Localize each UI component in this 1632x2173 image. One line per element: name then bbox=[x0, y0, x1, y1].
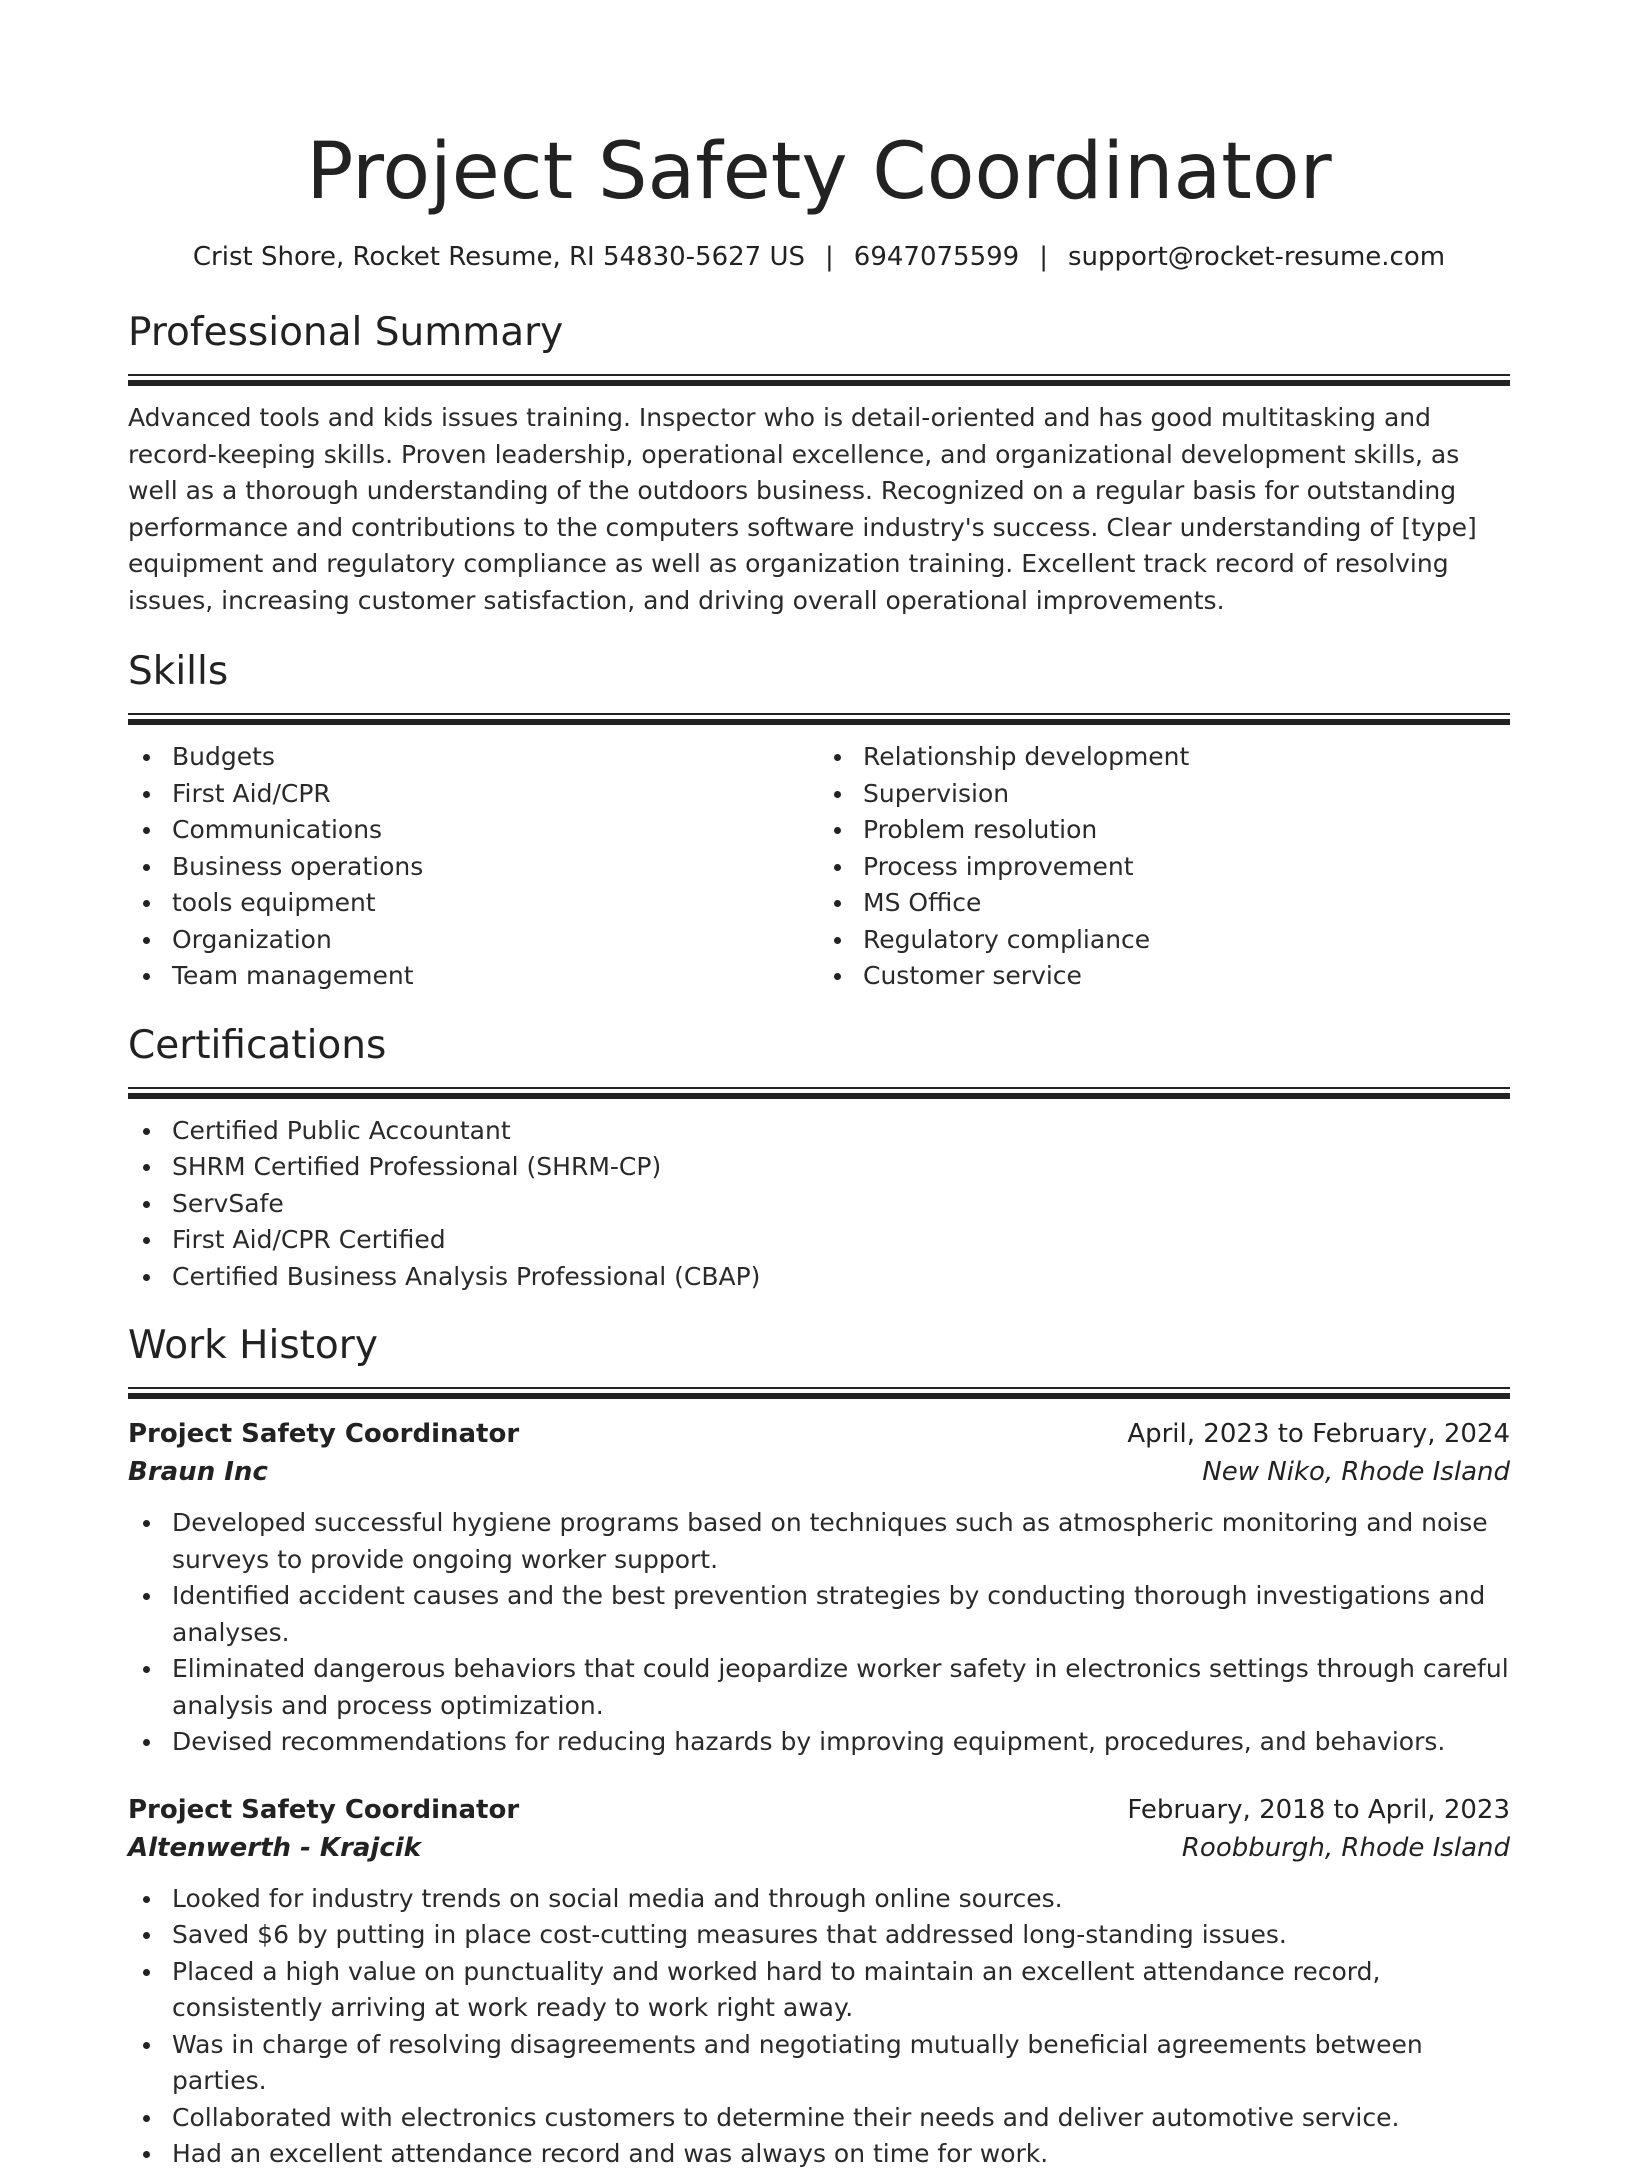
contact-separator: | bbox=[1039, 242, 1048, 272]
contact-address: Crist Shore, Rocket Resume, RI 54830-5627 US bbox=[192, 242, 806, 272]
job-bullet: Had an excellent attendance record and was always on time for work. bbox=[128, 2136, 1510, 2173]
job-company: Braun Inc bbox=[128, 1457, 268, 1487]
work-history-heading: Work History bbox=[128, 1323, 378, 1368]
job-header bbox=[128, 1415, 1510, 1453]
skill-item: tools equipment bbox=[128, 885, 819, 922]
job-company: Altenwerth - Krajcik bbox=[128, 1832, 421, 1863]
skills-list-left bbox=[128, 739, 819, 995]
contact-separator: | bbox=[825, 242, 834, 272]
job-bullet: Was in charge of resolving disagreements and negotiating mutually beneficial agreements between parties. bbox=[128, 2027, 1510, 2100]
section-divider bbox=[128, 1087, 1510, 1099]
skills-heading: Skills bbox=[128, 649, 229, 694]
job-bullet-list bbox=[128, 1505, 1510, 1761]
resume-name: Project Safety Coordinator bbox=[306, 127, 1332, 217]
job-subheader bbox=[128, 1829, 1510, 1867]
summary-text: Advanced tools and kids issues training. Inspector who is detail-oriented and has good multitasking and record-keeping skills. Proven leadership, operational excellence, and organizational development skills, as well as a thorough understanding of the outdoors business. Recognized on a regular basis for outstanding performance and contributions to the computers software industry's success. Clear understanding of [type] equipment and regulatory compliance as well as organization training. Excellent track record of resolving issues, increasing customer satisfaction, and driving overall operational improvements. bbox=[128, 403, 1477, 615]
job-bullet: Saved $6 by putting in place cost-cutting measures that addressed long-standing issues. bbox=[128, 1917, 1510, 1954]
job-dates: April, 2023 to February, 2024 bbox=[1127, 1419, 1510, 1449]
work-history-section bbox=[128, 1321, 1510, 2173]
certification-item: Certified Public Accountant bbox=[128, 1113, 1510, 1150]
job-bullet: Placed a high value on punctuality and worked hard to maintain an excellent attendance record, consistently arriving at work ready to work right away. bbox=[128, 1954, 1510, 2027]
skill-item: Communications bbox=[128, 812, 819, 849]
section-divider bbox=[128, 374, 1510, 386]
certifications-list bbox=[128, 1113, 1510, 1296]
job-dates: February, 2018 to April, 2023 bbox=[1127, 1794, 1510, 1825]
skill-item: Relationship development bbox=[819, 739, 1510, 776]
job-location: New Niko, Rhode Island bbox=[1202, 1457, 1510, 1487]
job-entry bbox=[128, 1415, 1510, 1761]
skill-item: Supervision bbox=[819, 776, 1510, 813]
job-bullet: Devised recommendations for reducing hazards by improving equipment, procedures, and behaviors. bbox=[128, 1724, 1510, 1761]
job-subheader bbox=[128, 1453, 1510, 1491]
skill-item: Budgets bbox=[128, 739, 819, 776]
job-title: Project Safety Coordinator bbox=[128, 1419, 520, 1449]
skill-item: Process improvement bbox=[819, 849, 1510, 886]
certification-item: ServSafe bbox=[128, 1186, 1510, 1223]
skill-item: MS Office bbox=[819, 885, 1510, 922]
skill-item: Organization bbox=[128, 922, 819, 959]
skills-columns bbox=[128, 739, 1510, 995]
job-location: Roobburgh, Rhode Island bbox=[1181, 1832, 1510, 1863]
certification-item: First Aid/CPR Certified bbox=[128, 1222, 1510, 1259]
skill-item: Team management bbox=[128, 958, 819, 995]
skills-section bbox=[128, 647, 1510, 995]
summary-section bbox=[128, 308, 1510, 619]
certification-item: SHRM Certified Professional (SHRM-CP) bbox=[128, 1149, 1510, 1186]
skills-list-right bbox=[819, 739, 1510, 995]
skill-item: Business operations bbox=[128, 849, 819, 886]
certifications-heading: Certifications bbox=[128, 1022, 387, 1068]
summary-heading: Professional Summary bbox=[128, 310, 564, 355]
certification-item: Certified Business Analysis Professional (CBAP) bbox=[128, 1259, 1510, 1296]
job-bullet: Looked for industry trends on social media and through online sources. bbox=[128, 1881, 1510, 1918]
contact-email[interactable]: support@rocket-resume.com bbox=[1067, 242, 1446, 272]
job-header bbox=[128, 1791, 1510, 1829]
skill-item: First Aid/CPR bbox=[128, 776, 819, 813]
skill-item: Problem resolution bbox=[819, 812, 1510, 849]
job-bullet: Identified accident causes and the best prevention strategies by conducting thorough investigations and analyses. bbox=[128, 1578, 1510, 1651]
job-entry bbox=[128, 1791, 1510, 2173]
job-bullet: Eliminated dangerous behaviors that could jeopardize worker safety in electronics settings through careful analysis and process optimization. bbox=[128, 1651, 1510, 1724]
contact-phone: 6947075599 bbox=[853, 242, 1020, 272]
contact-line bbox=[128, 240, 1510, 274]
job-title: Project Safety Coordinator bbox=[128, 1794, 520, 1825]
job-bullet: Developed successful hygiene programs based on techniques such as atmospheric monitoring and noise surveys to provide ongoing worker support. bbox=[128, 1505, 1510, 1578]
skill-item: Customer service bbox=[819, 958, 1510, 995]
section-divider bbox=[128, 713, 1510, 725]
job-bullet-list bbox=[128, 1881, 1510, 2173]
job-bullet: Collaborated with electronics customers to determine their needs and deliver automotive service. bbox=[128, 2100, 1510, 2137]
section-divider bbox=[128, 1387, 1510, 1399]
certifications-section bbox=[128, 1021, 1510, 1296]
skill-item: Regulatory compliance bbox=[819, 922, 1510, 959]
resume-page bbox=[128, 0, 1510, 2173]
